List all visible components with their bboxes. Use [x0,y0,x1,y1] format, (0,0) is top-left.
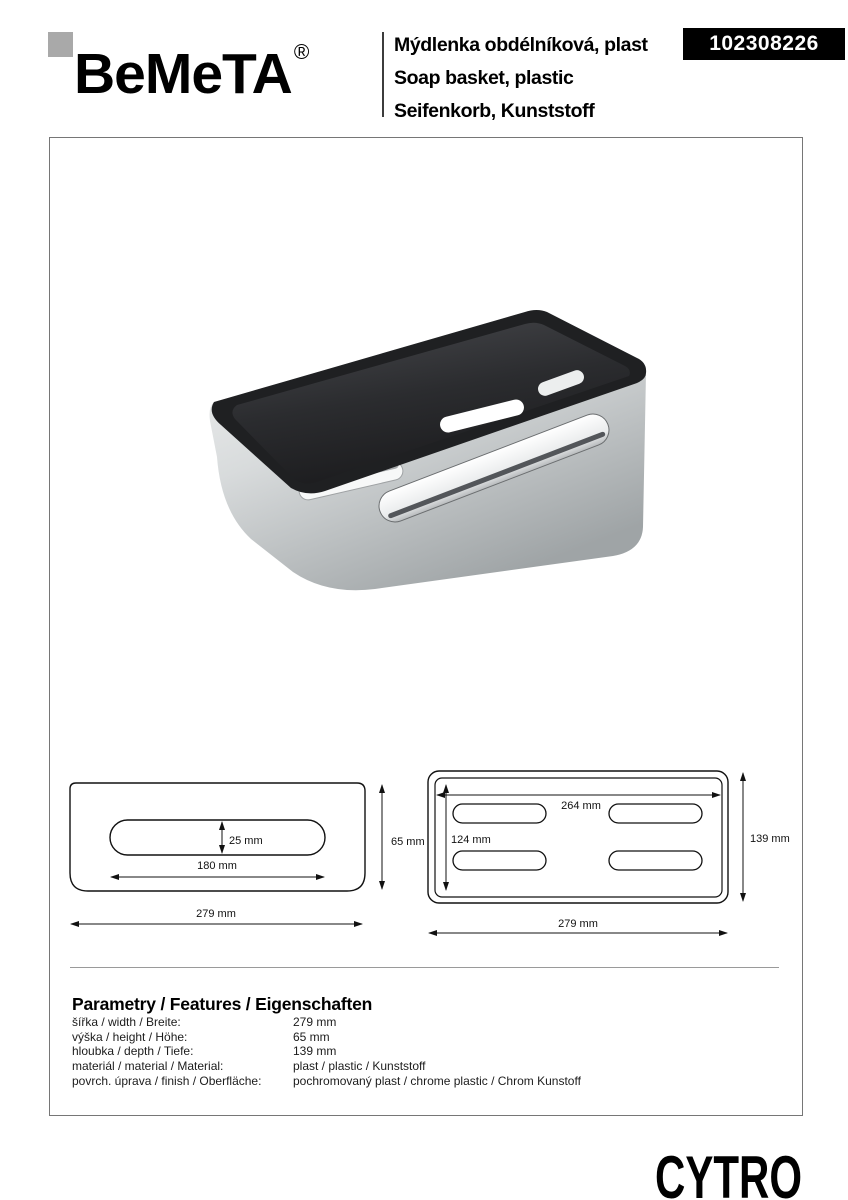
dim-label-inner-width: 264 mm [561,800,601,812]
parameter-value: 279 mm [293,1015,337,1029]
top-view-slot-tl [453,804,546,823]
dim-label-depth: 139 mm [750,833,790,845]
dim-label-slot-height: 25 mm [229,835,263,847]
parameter-label: výška / height / Höhe: [72,1029,188,1044]
parameter-label: povrch. úprava / finish / Oberfläche: [72,1073,262,1088]
product-code-badge [683,28,845,60]
product-title-cs: Mýdlenka obdélníková, plast [394,34,648,56]
front-view-slot [110,820,325,855]
parameter-label: šířka / width / Breite: [72,1015,181,1029]
parameter-value: plast / plastic / Kunststoff [293,1059,426,1074]
parameter-row [72,1059,772,1074]
header-vertical-divider [382,32,384,117]
brand-logo-square [48,32,73,57]
dim-label-width: 279 mm [196,908,236,920]
product-titles [394,29,648,128]
parameters-heading: Parametry / Features / Eigenschaften [72,994,373,1014]
parameter-value: pochromovaný plast / chrome plastic / Chrom Kunstoff [293,1073,581,1088]
parameter-label: hloubka / depth / Tiefe: [72,1044,194,1059]
dim-label-inner-depth: 124 mm [451,834,491,846]
parameter-value: 65 mm [293,1029,330,1044]
product-title-de: Seifenkorb, Kunststoff [394,100,595,122]
parameter-row [72,1015,772,1030]
parameter-row [72,1044,772,1059]
content-frame [49,137,803,1116]
dim-label-width: 279 mm [558,918,598,930]
registered-trademark-symbol: ® [293,41,310,64]
parameters-divider [70,967,779,968]
collection-name: CYTRO [655,1144,802,1200]
top-view-slot-bl [453,851,546,870]
parameter-row [72,1074,772,1089]
top-view-slot-tr [609,804,702,823]
parameter-row [72,1030,772,1045]
parameter-value: 139 mm [293,1044,337,1059]
top-view-slot-br [609,851,702,870]
drawing-top-view [415,765,835,940]
brand-logo [74,24,310,106]
parameter-label: materiál / material / Material: [72,1059,224,1074]
product-photo [195,295,665,605]
brand-text: BeMeTA [74,42,292,106]
parameters-table [72,1015,772,1089]
product-code: 102308226 [709,32,819,55]
product-title-en: Soap basket, plastic [394,67,574,89]
drawing-front-view [60,770,455,935]
dim-label-slot-width: 180 mm [197,860,237,872]
dim-label-height: 65 mm [391,836,425,848]
